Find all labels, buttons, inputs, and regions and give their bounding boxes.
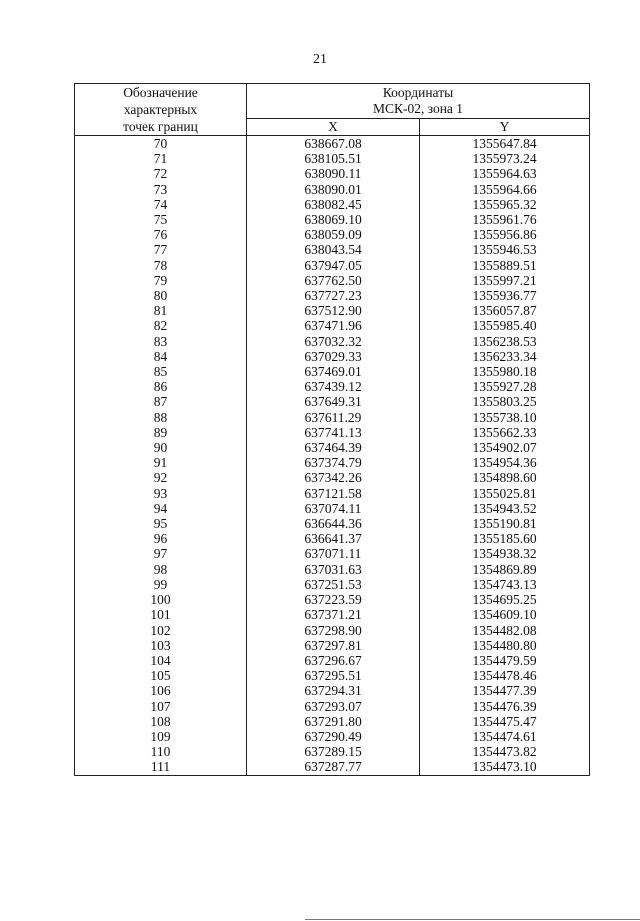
y-coordinate-cell: 1355964.63 <box>420 166 590 181</box>
x-coordinate-cell: 637290.49 <box>247 729 420 744</box>
x-coordinate-cell: 637031.63 <box>247 562 420 577</box>
table-row <box>75 744 590 759</box>
y-coordinate-cell: 1355647.84 <box>420 136 590 152</box>
coordinates-table <box>74 83 590 776</box>
y-coordinate-cell: 1354473.82 <box>420 744 590 759</box>
point-number-cell: 79 <box>75 273 247 288</box>
point-number-cell: 77 <box>75 242 247 257</box>
y-coordinate-cell: 1355973.24 <box>420 151 590 166</box>
y-coordinate-cell: 1354609.10 <box>420 607 590 622</box>
coordinate-system: МСК-02, зона 1 <box>372 101 464 116</box>
point-number-cell: 98 <box>75 562 247 577</box>
y-coordinate-cell: 1354869.89 <box>420 562 590 577</box>
y-coordinate-cell: 1356057.87 <box>420 303 590 318</box>
table-row <box>75 227 590 242</box>
x-coordinate-cell: 636641.37 <box>247 531 420 546</box>
y-coordinate-cell: 1354902.07 <box>420 440 590 455</box>
x-coordinate-cell: 637471.96 <box>247 318 420 333</box>
table-row <box>75 729 590 744</box>
y-coordinate-cell: 1355738.10 <box>420 410 590 425</box>
point-label-header-line: Обозначение <box>123 85 198 100</box>
point-number-cell: 70 <box>75 136 247 152</box>
table-row <box>75 212 590 227</box>
x-coordinate-cell: 637287.77 <box>247 759 420 775</box>
table-row <box>75 562 590 577</box>
point-number-cell: 95 <box>75 516 247 531</box>
point-number-cell: 101 <box>75 607 247 622</box>
x-coordinate-cell: 637762.50 <box>247 273 420 288</box>
point-number-cell: 78 <box>75 258 247 273</box>
table-row <box>75 683 590 698</box>
y-coordinate-cell: 1355964.66 <box>420 182 590 197</box>
x-coordinate-cell: 637298.90 <box>247 623 420 638</box>
table-row <box>75 653 590 668</box>
table-row <box>75 273 590 288</box>
x-coordinate-cell: 637291.80 <box>247 714 420 729</box>
x-coordinate-cell: 637121.58 <box>247 486 420 501</box>
x-coordinate-cell: 637295.51 <box>247 668 420 683</box>
x-coordinate-cell: 637074.11 <box>247 501 420 516</box>
y-coordinate-cell: 1354480.80 <box>420 638 590 653</box>
table-row <box>75 546 590 561</box>
x-coordinate-cell: 637439.12 <box>247 379 420 394</box>
x-coordinate-cell: 637297.81 <box>247 638 420 653</box>
x-coordinate-cell: 637947.05 <box>247 258 420 273</box>
coordinates-title: Координаты <box>382 85 454 100</box>
y-coordinate-cell: 1355662.33 <box>420 425 590 440</box>
x-coordinate-cell: 638667.08 <box>247 136 420 152</box>
x-coordinate-cell: 637512.90 <box>247 303 420 318</box>
point-number-cell: 94 <box>75 501 247 516</box>
table-row <box>75 410 590 425</box>
table-row <box>75 714 590 729</box>
y-column-header: Y <box>420 119 590 136</box>
x-coordinate-cell: 638082.45 <box>247 197 420 212</box>
x-coordinate-cell: 637223.59 <box>247 592 420 607</box>
y-coordinate-cell: 1354954.36 <box>420 455 590 470</box>
table-row <box>75 607 590 622</box>
x-coordinate-cell: 637649.31 <box>247 394 420 409</box>
table-row <box>75 668 590 683</box>
y-coordinate-cell: 1355980.18 <box>420 364 590 379</box>
x-coordinate-cell: 637371.21 <box>247 607 420 622</box>
x-coordinate-cell: 637741.13 <box>247 425 420 440</box>
table-row <box>75 394 590 409</box>
y-coordinate-cell: 1355025.81 <box>420 486 590 501</box>
y-coordinate-cell: 1354898.60 <box>420 470 590 485</box>
x-coordinate-cell: 638069.10 <box>247 212 420 227</box>
point-number-cell: 104 <box>75 653 247 668</box>
y-coordinate-cell: 1355936.77 <box>420 288 590 303</box>
y-coordinate-cell: 1355927.28 <box>420 379 590 394</box>
y-coordinate-cell: 1356233.34 <box>420 349 590 364</box>
y-coordinate-cell: 1355803.25 <box>420 394 590 409</box>
x-coordinate-cell: 638059.09 <box>247 227 420 242</box>
y-coordinate-cell: 1354743.13 <box>420 577 590 592</box>
y-coordinate-cell: 1354938.32 <box>420 546 590 561</box>
y-coordinate-cell: 1355997.21 <box>420 273 590 288</box>
table-row <box>75 182 590 197</box>
point-number-cell: 92 <box>75 470 247 485</box>
table-row <box>75 166 590 181</box>
y-coordinate-cell: 1355889.51 <box>420 258 590 273</box>
y-coordinate-cell: 1355965.32 <box>420 197 590 212</box>
point-number-cell: 74 <box>75 197 247 212</box>
x-coordinate-cell: 637293.07 <box>247 699 420 714</box>
x-coordinate-cell: 637727.23 <box>247 288 420 303</box>
point-label-header-line: характерных <box>123 102 198 117</box>
y-coordinate-cell: 1355961.76 <box>420 212 590 227</box>
x-coordinate-cell: 637294.31 <box>247 683 420 698</box>
x-coordinate-cell: 637469.01 <box>247 364 420 379</box>
table-row <box>75 501 590 516</box>
x-coordinate-cell: 637374.79 <box>247 455 420 470</box>
x-coordinate-cell: 637611.29 <box>247 410 420 425</box>
y-coordinate-cell: 1354475.47 <box>420 714 590 729</box>
point-number-cell: 83 <box>75 334 247 349</box>
table-row <box>75 334 590 349</box>
x-coordinate-cell: 636644.36 <box>247 516 420 531</box>
x-coordinate-cell: 637289.15 <box>247 744 420 759</box>
y-coordinate-cell: 1355190.81 <box>420 516 590 531</box>
point-number-cell: 84 <box>75 349 247 364</box>
y-coordinate-cell: 1354479.59 <box>420 653 590 668</box>
y-coordinate-cell: 1354943.52 <box>420 501 590 516</box>
y-coordinate-cell: 1355946.53 <box>420 242 590 257</box>
point-number-cell: 72 <box>75 166 247 181</box>
x-coordinate-cell: 637251.53 <box>247 577 420 592</box>
point-number-cell: 87 <box>75 394 247 409</box>
x-coordinate-cell: 638043.54 <box>247 242 420 257</box>
table-row <box>75 318 590 333</box>
point-number-cell: 73 <box>75 182 247 197</box>
point-number-cell: 97 <box>75 546 247 561</box>
point-number-cell: 103 <box>75 638 247 653</box>
point-number-cell: 75 <box>75 212 247 227</box>
table-row <box>75 516 590 531</box>
table-row <box>75 623 590 638</box>
table-row <box>75 699 590 714</box>
y-coordinate-cell: 1354482.08 <box>420 623 590 638</box>
point-number-cell: 109 <box>75 729 247 744</box>
table-row <box>75 486 590 501</box>
coordinates-header <box>247 84 590 119</box>
x-coordinate-cell: 638105.51 <box>247 151 420 166</box>
table-row <box>75 288 590 303</box>
point-number-cell: 93 <box>75 486 247 501</box>
y-coordinate-cell: 1355985.40 <box>420 318 590 333</box>
table-row <box>75 258 590 273</box>
table-row <box>75 379 590 394</box>
point-number-cell: 111 <box>75 759 247 775</box>
y-coordinate-cell: 1354695.25 <box>420 592 590 607</box>
point-number-cell: 71 <box>75 151 247 166</box>
page-number: 21 <box>313 52 327 67</box>
y-coordinate-cell: 1355956.86 <box>420 227 590 242</box>
x-coordinate-cell: 637071.11 <box>247 546 420 561</box>
y-coordinate-cell: 1355185.60 <box>420 531 590 546</box>
point-number-cell: 96 <box>75 531 247 546</box>
x-column-header: X <box>247 119 420 136</box>
point-number-cell: 99 <box>75 577 247 592</box>
x-coordinate-cell: 637342.26 <box>247 470 420 485</box>
point-number-cell: 91 <box>75 455 247 470</box>
table-row <box>75 349 590 364</box>
y-coordinate-cell: 1354478.46 <box>420 668 590 683</box>
point-number-cell: 89 <box>75 425 247 440</box>
table-row <box>75 759 590 775</box>
table-row <box>75 151 590 166</box>
table-row <box>75 592 590 607</box>
point-number-cell: 102 <box>75 623 247 638</box>
table-row <box>75 531 590 546</box>
point-number-cell: 90 <box>75 440 247 455</box>
table-row <box>75 425 590 440</box>
x-coordinate-cell: 637296.67 <box>247 653 420 668</box>
y-coordinate-cell: 1354474.61 <box>420 729 590 744</box>
table-row <box>75 455 590 470</box>
table-header <box>75 84 590 136</box>
x-coordinate-cell: 637464.39 <box>247 440 420 455</box>
x-coordinate-cell: 637029.33 <box>247 349 420 364</box>
scan-edge-line <box>305 919 640 920</box>
table-row <box>75 470 590 485</box>
point-number-cell: 88 <box>75 410 247 425</box>
table-row <box>75 242 590 257</box>
y-coordinate-cell: 1356238.53 <box>420 334 590 349</box>
point-number-cell: 80 <box>75 288 247 303</box>
point-number-cell: 85 <box>75 364 247 379</box>
table-row <box>75 638 590 653</box>
y-coordinate-cell: 1354473.10 <box>420 759 590 775</box>
x-coordinate-cell: 638090.01 <box>247 182 420 197</box>
point-number-cell: 106 <box>75 683 247 698</box>
x-coordinate-cell: 637032.32 <box>247 334 420 349</box>
table-row <box>75 364 590 379</box>
point-number-cell: 105 <box>75 668 247 683</box>
point-number-cell: 100 <box>75 592 247 607</box>
point-number-cell: 81 <box>75 303 247 318</box>
point-label-header-line: точек границ <box>123 119 198 134</box>
y-coordinate-cell: 1354476.39 <box>420 699 590 714</box>
table-row <box>75 136 590 152</box>
table-body <box>75 136 590 776</box>
point-number-cell: 107 <box>75 699 247 714</box>
point-number-cell: 110 <box>75 744 247 759</box>
table-row <box>75 577 590 592</box>
point-number-cell: 76 <box>75 227 247 242</box>
point-label-header <box>75 84 247 136</box>
x-coordinate-cell: 638090.11 <box>247 166 420 181</box>
y-coordinate-cell: 1354477.39 <box>420 683 590 698</box>
table-row <box>75 440 590 455</box>
table-row <box>75 303 590 318</box>
point-number-cell: 86 <box>75 379 247 394</box>
point-number-cell: 82 <box>75 318 247 333</box>
table-row <box>75 197 590 212</box>
point-number-cell: 108 <box>75 714 247 729</box>
